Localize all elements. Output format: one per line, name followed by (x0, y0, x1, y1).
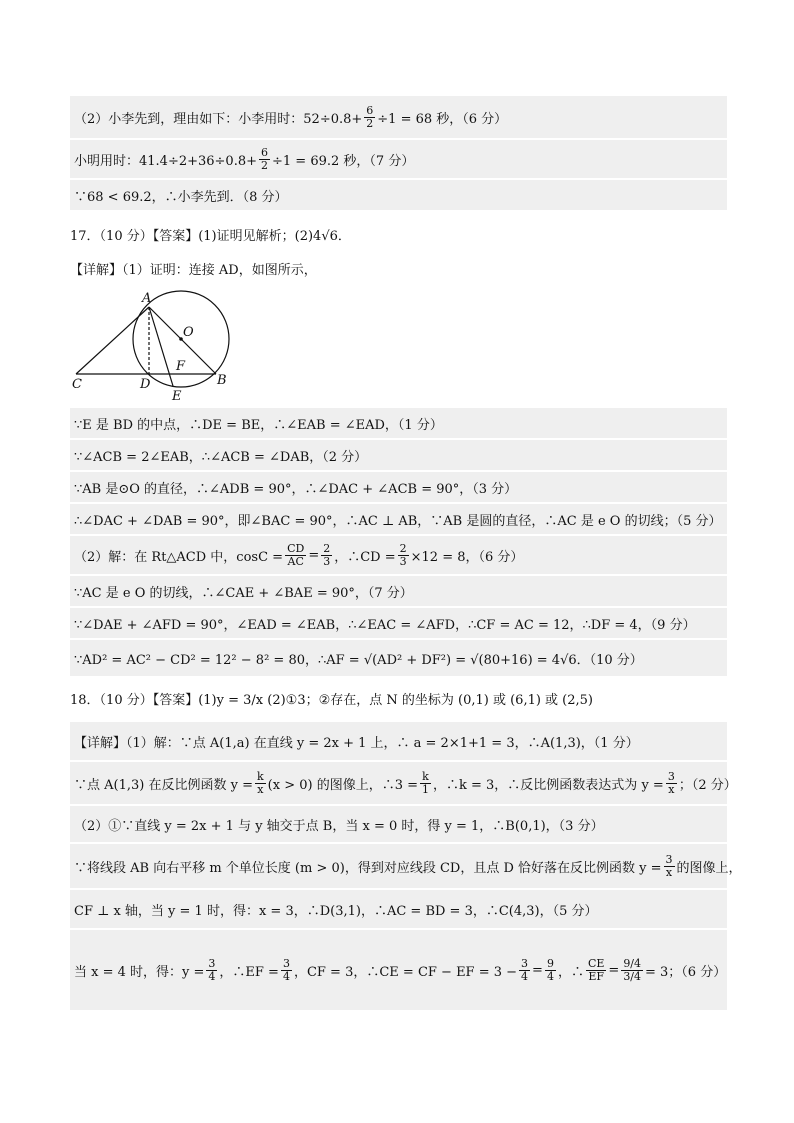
fraction: $\frac{3}{4}$ (282, 956, 290, 983)
fraction: $\frac{3}{4}$ (521, 956, 529, 983)
label-e: E (172, 389, 182, 402)
solution-line-2: ∵点 A(1,3) 在反比例函数 y = $\frac{k}{x}$ (x > 0) 的图像上，∴3 = $\frac{k}{1}$ ，∴k = 3，∴反比例函数表达式为 y = $\frac{3}{x}$ ；（2 分） (70, 762, 727, 804)
fraction: $\frac{3}{x}$ (665, 852, 673, 879)
proof-line-8: ∵AD² = AC² − CD² = 12² − 8² = 80，∴AF = √(AD² + DF²) = √(80+16) = 4√6．（10 分） (70, 640, 727, 676)
solution-line-6: 当 x = 4 时，得：y = $\frac{3}{4}$ ，∴EF = $\frac{3}{4}$ ，CF = 3，∴CE = CF − EF = 3 − $\frac{3}{4}$ = $\frac{9}{4}$ ，∴ $\frac{CE}{EF}$ = $\frac{9/4}{3/4}$ = 3；（6 分） (70, 930, 727, 1010)
solution-line-4: ∵将线段 AB 向右平移 m 个单位长度 (m > 0)，得到对应线段 CD，且点 D 恰好落在反比例函数 y = $\frac{3}{x}$ 的图像上， (70, 844, 727, 888)
solution-line-5: CF ⊥ x 轴，当 y = 1 时，得：x = 3，∴D(3,1)，∴AC = BD = 3，∴C(4,3)，（5 分） (70, 890, 727, 928)
question-17-answer: 17．（10 分）【答案】(1)证明见解析；(2)4√6． (70, 228, 351, 244)
answer-line-2: 小明用时：41.4÷2+36÷0.8+ $\frac{6}{2}$ ÷1 = 69.2 秒，（7 分） (70, 140, 727, 178)
proof-line-5: （2）解：在 Rt△ACD 中，cosC = $\frac{CD}{AC}$ = $\frac{2}{3}$ ，∴CD = $\frac{2}{3}$ ×12 = 8，（6 分） (70, 536, 727, 574)
fraction: $\frac{9}{4}$ (546, 956, 554, 983)
solution-line-3: （2）①∵直线 y = 2x + 1 与 y 轴交于点 B，当 x = 0 时，得 y = 1，∴B(0,1)，（3 分） (70, 806, 727, 842)
label-a: A (142, 291, 152, 306)
label-o: O (183, 325, 194, 340)
fraction: $\frac{CE}{EF}$ (587, 956, 605, 983)
label-c: C (72, 377, 82, 392)
fraction: $\frac{2}{3}$ (399, 541, 407, 568)
fraction: $\frac{k}{1}$ (422, 769, 429, 796)
geometry-diagram (70, 290, 240, 402)
proof-line-7: ∵∠DAE + ∠AFD = 90°，∠EAD = ∠EAB，∴∠EAC = ∠AFD，∴CF = AC = 12，∴DF = 4，（9 分） (70, 608, 727, 638)
fraction: $\frac{9/4}{3/4}$ (623, 956, 642, 983)
label-b: B (217, 373, 227, 388)
answer-line-1: （2）小李先到，理由如下：小李用时：52÷0.8+ $\frac{6}{2}$ ÷1 = 68 秒，（6 分） (70, 96, 727, 138)
line-ca (76, 307, 149, 374)
fraction: $\frac{CD}{AC}$ (287, 541, 305, 568)
fraction: $\frac{k}{x}$ (256, 769, 264, 796)
fraction: $\frac{6}{2}$ (261, 145, 269, 172)
proof-line-3: ∵AB 是⊙O 的直径，∴∠ADB = 90°，∴∠DAC + ∠ACB = 90°，（3 分） (70, 472, 727, 502)
fraction: $\frac{3}{x}$ (667, 769, 675, 796)
fraction: $\frac{2}{3}$ (323, 541, 331, 568)
answer-line-3: ∵68 < 69.2，∴小李先到．（8 分） (70, 180, 727, 210)
fraction: $\frac{3}{4}$ (208, 956, 216, 983)
proof-line-1: ∵E 是 BD 的中点，∴DE = BE，∴∠EAB = ∠EAD，（1 分） (70, 408, 727, 438)
solution-line-1: 【详解】（1）解：∵点 A(1,a) 在直线 y = 2x + 1 上，∴ a = 2×1+1 = 3，∴A(1,3)，（1 分） (70, 722, 727, 760)
proof-line-4: ∴∠DAC + ∠DAB = 90°，即∠BAC = 90°，∴AC ⊥ AB，∵AB 是圆的直径，∴AC 是 e O 的切线；（5 分） (70, 504, 727, 534)
label-d: D (140, 377, 151, 392)
question-18-answer: 18．（10 分）【答案】(1)y = 3/x (2)①3；②存在，点 N 的坐标为 (0,1) 或 (6,1) 或 (2,5) (70, 692, 593, 708)
label-f: F (176, 359, 186, 374)
proof-line-6: ∵AC 是 e O 的切线，∴∠CAE + ∠BAE = 90°，（7 分） (70, 576, 727, 606)
fraction: $\frac{6}{2}$ (366, 103, 374, 130)
question-17-detail: 【详解】（1）证明：连接 AD，如图所示， (70, 262, 317, 278)
proof-line-2: ∵∠ACB = 2∠EAB，∴∠ACB = ∠DAB，（2 分） (70, 440, 727, 470)
